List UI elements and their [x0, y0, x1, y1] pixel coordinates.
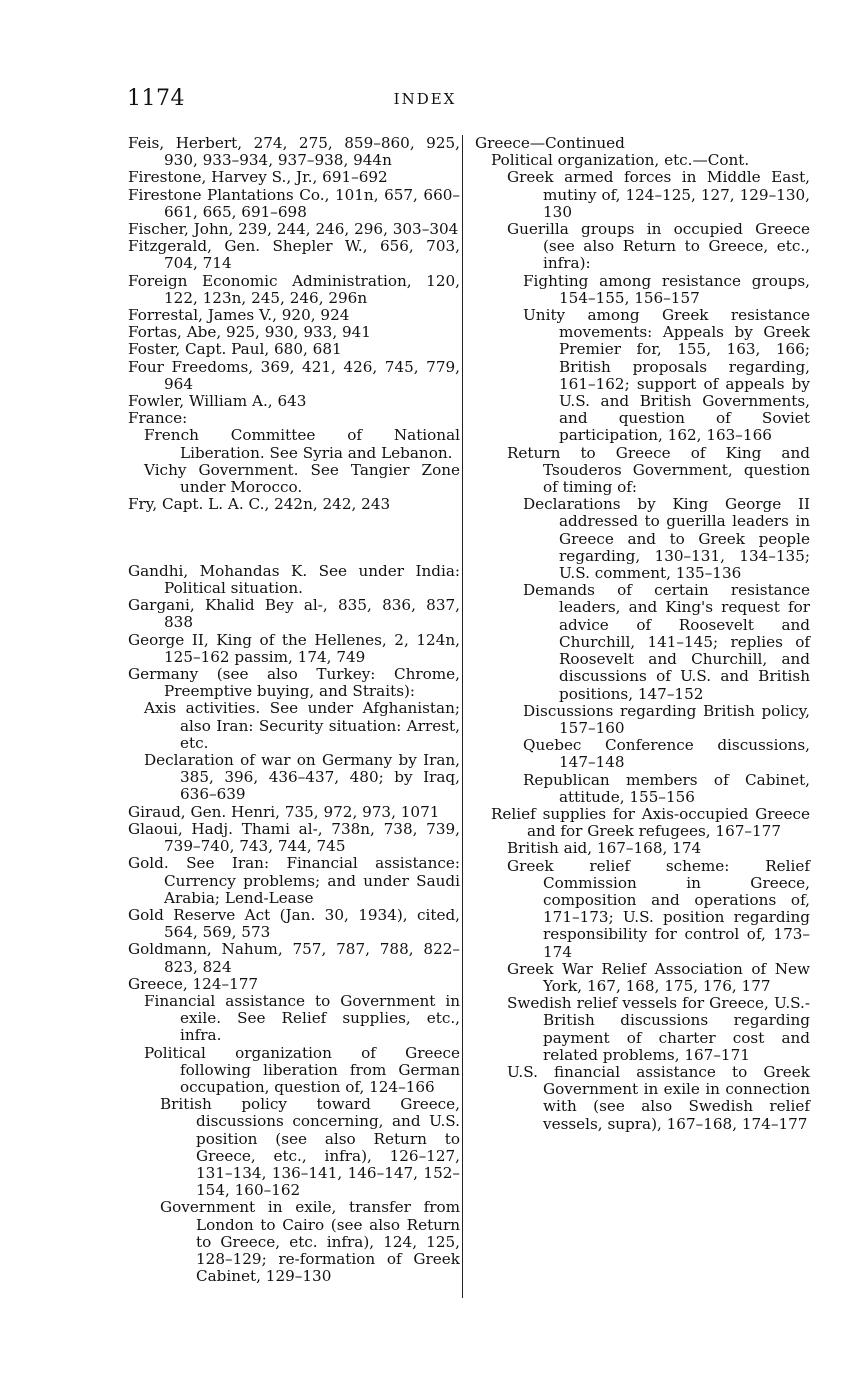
index-entry: Foster, Capt. Paul, 680, 681 [128, 340, 342, 359]
index-entry: Gargani, Khalid Bey al-, 835, 836, 837, 838 [128, 596, 460, 632]
index-entry: Feis, Herbert, 274, 275, 859–860, 925, 930, 933–934, 937–938, 944n [128, 134, 460, 170]
index-entry: Fortas, Abe, 925, 930, 933, 941 [128, 323, 371, 342]
index-subentry: Demands of certain resistance leaders, and King's request for advice of Roosevelt and Churchill, 141–145; replies of Roosevelt and Churchill, and discussions of U.S. and British positions, 147–152 [523, 581, 810, 703]
index-subentry: British policy toward Greece, discussions concerning, and U.S. position (see also Return to Greece, etc., infra), 126–127, 131–134, 136–141, 146–147, 152–154, 160–162 [160, 1095, 460, 1200]
index-entry: Gold. See Iran: Financial assistance: Currency problems; and under Saudi Arabia; Lend-Lease [128, 854, 460, 907]
index-entry: Fry, Capt. L. A. C., 242n, 242, 243 [128, 495, 391, 514]
index-entry: Greece—Continued [475, 134, 625, 152]
index-column-right [475, 135, 810, 1133]
index-entry: Goldmann, Nahum, 757, 787, 788, 822–823, 824 [128, 940, 460, 976]
index-entry: Germany (see also Turkey: Chrome, Preemptive buying, and Straits): [128, 665, 460, 701]
index-subentry: Quebec Conference discussions, 147–148 [523, 736, 810, 772]
index-subentry: Financial assistance to Government in exile. See Relief supplies, etc., infra. [144, 991, 460, 1045]
index-entry: Firestone Plantations Co., 101n, 657, 660–661, 665, 691–698 [128, 185, 460, 221]
index-subentry: Political organization of Greece following liberation from German occupation, question of, 124–166 [144, 1043, 460, 1096]
index-entry: Gold Reserve Act (Jan. 30, 1934), cited, 564, 569, 573 [128, 905, 460, 942]
index-subentry: Vichy Government. See Tangier Zone under Morocco. [144, 460, 460, 497]
index-subentry: Greek armed forces in Middle East, mutiny of, 124–125, 127, 129–130, 130 [507, 168, 810, 221]
index-subentry: Declaration of war on Germany by Iran, 385, 396, 436–437, 480; by Iraq, 636–639 [144, 751, 460, 804]
index-subentry: Discussions regarding British policy, 157–160 [523, 701, 810, 737]
index-subentry: Greek War Relief Association of New York, 167, 168, 175, 176, 177 [507, 959, 810, 995]
index-entry: Glaoui, Hadj. Thami al-, 738n, 738, 739, 739–740, 743, 744, 745 [128, 819, 460, 856]
index-subentry: Fighting among resistance groups, 154–155, 156–157 [523, 271, 810, 307]
index-entry: Gandhi, Mohandas K. See under India: Political situation. [128, 561, 460, 598]
index-subentry: Greek relief scheme: Relief Commission in Greece, composition and operations of, 171–173; U.S. position regarding responsibility for control of, 173–174 [507, 856, 810, 961]
index-entry: Fowler, William A., 643 [128, 392, 307, 411]
index-entry: Fitzgerald, Gen. Shepler W., 656, 703, 704, 714 [128, 237, 460, 273]
index-entry: Firestone, Harvey S., Jr., 691–692 [128, 168, 388, 187]
index-subentry: Political organization, etc.—Cont. [491, 151, 750, 170]
column-divider [462, 135, 463, 1298]
index-gap [128, 529, 460, 548]
running-head: INDEX [393, 90, 457, 108]
index-subentry: Guerilla groups in occupied Greece (see also Return to Greece, etc., infra): [507, 220, 810, 273]
index-subentry: Declarations by King George II addressed to guerilla leaders in Greece and to Greek people regarding, 130–131, 134–135; U.S. comment, 135–136 [523, 495, 810, 583]
index-column-left [128, 135, 460, 1285]
index-subentry: Axis activities. See under Afghanistan; also Iran: Security situation: Arrest, etc. [144, 699, 460, 752]
page-number: 1174 [127, 86, 185, 111]
index-subentry: U.S. financial assistance to Greek Government in exile in connection with (see also Swedish relief vessels, supra), 167–168, 174–177 [507, 1062, 810, 1133]
index-subentry: British aid, 167–168, 174 [507, 839, 702, 858]
index-subentry: French Committee of National Liberation. See Syria and Lebanon. [144, 426, 460, 462]
index-subentry: Unity among Greek resistance movements: Appeals by Greek Premier for, 155, 163, 166; British proposals regarding, 161–162; support of appeals by U.S. and British Governments, and question of Soviet participation, 162, 163–166 [523, 306, 810, 445]
index-entry: Giraud, Gen. Henri, 735, 972, 973, 1071 [128, 802, 440, 821]
index-subentry: Republican members of Cabinet, attitude, 155–156 [523, 770, 810, 806]
index-entry: George II, King of the Hellenes, 2, 124n, 125–162 passim, 174, 749 [128, 630, 460, 666]
index-entry: Fischer, John, 239, 244, 246, 296, 303–304 [128, 220, 459, 239]
index-subentry: Return to Greece of King and Tsouderos Government, question of timing of: [507, 443, 810, 497]
index-subentry: Swedish relief vessels for Greece, U.S.-British discussions regarding payment of charter cost and related problems, 167–171 [507, 994, 810, 1064]
index-entry: Greece, 124–177 [128, 974, 259, 993]
index-entry: Foreign Economic Administration, 120, 122, 123n, 245, 246, 296n [128, 271, 460, 307]
index-entry: France: [128, 409, 188, 428]
index-subentry: Relief supplies for Axis-occupied Greece and for Greek refugees, 167–177 [491, 804, 810, 841]
index-entry: Four Freedoms, 369, 421, 426, 745, 779, 964 [128, 357, 460, 393]
index-entry: Forrestal, James V., 920, 924 [128, 306, 350, 325]
index-subentry: Government in exile, transfer from London to Cairo (see also Return to Greece, etc. infra), 124, 125, 128–129; re-formation of Greek Cabinet, 129–130 [160, 1198, 460, 1286]
